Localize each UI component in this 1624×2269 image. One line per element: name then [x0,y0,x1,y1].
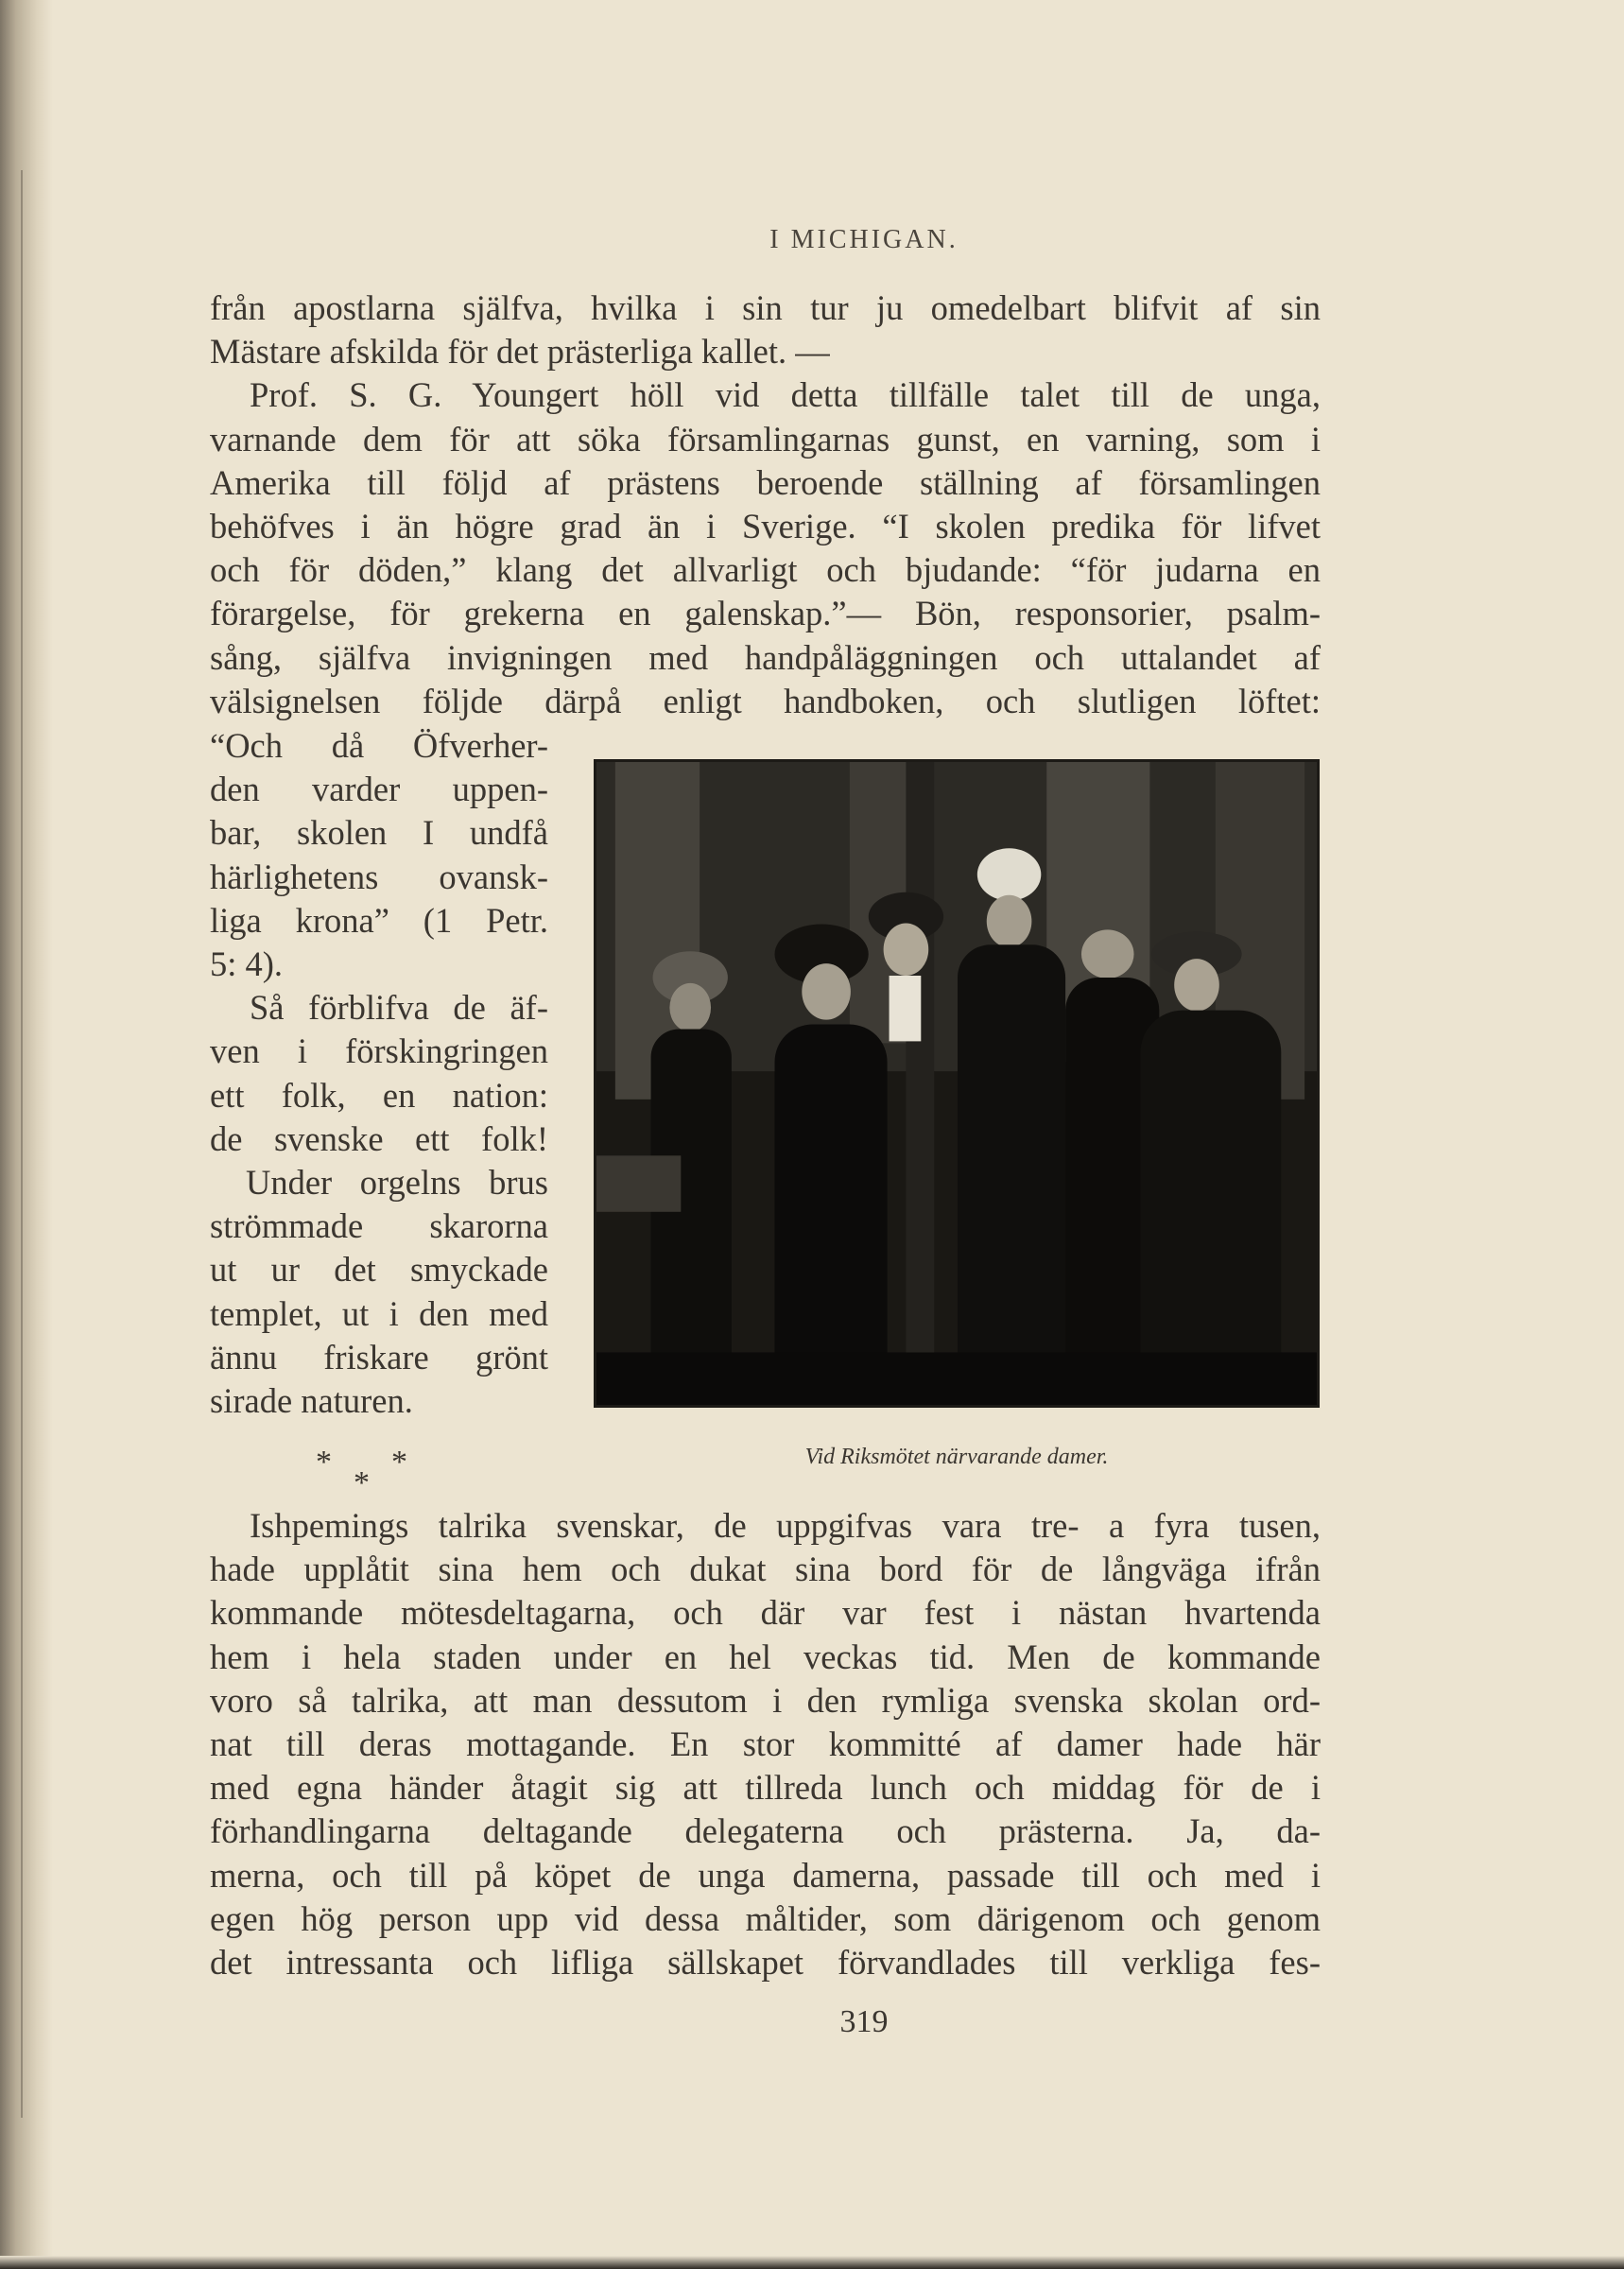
text-line: ännu friskare grönt [210,1337,548,1377]
text-line: ett folk, en nation: [210,1075,548,1115]
text-line: merna, och till på köpet de unga damerna, passade till och med i [210,1855,1321,1895]
text-line: bar, skolen I undfå [210,813,548,853]
page-bottom-edge [0,2256,1624,2269]
text-line: egen hög person upp vid dessa måltider, som därigenom och genom [210,1898,1321,1938]
text-line: det intressanta och lifliga sällskapet förvandlades till verkliga fes- [210,1943,1321,1983]
section-asterism [312,1445,454,1501]
text-line: liga krona” (1 Petr. [210,900,548,940]
text-line: nat till deras mottagande. En stor kommitté af damer hade här [210,1724,1321,1764]
text-line: hem i hela staden under en hel veckas tid. Men de kommande [210,1637,1321,1676]
text-line: strömmade skarorna [210,1206,548,1246]
paragraph-block-bottom [210,1504,1321,1984]
text-line: den varder uppen- [210,770,548,809]
text-line: “Och då Öfverher- [210,726,548,765]
group-photograph [594,759,1320,1408]
text-line: med egna händer åtagit sig att tillreda lunch och middag för de i [210,1768,1321,1808]
text-line: välsignelsen följde därpå enligt handboken, och slutligen löftet: [210,681,1321,720]
asterisk: * [391,1445,407,1480]
text-line: ut ur det smyckade [210,1250,548,1290]
text-line: kommande mötesdeltagarna, och där var fest i nästan hvartenda [210,1593,1321,1633]
text-line: Mästare afskilda för det prästerliga kallet. — [210,332,830,372]
text-line: voro så talrika, att man dessutom i den rymliga svenska skolan ord- [210,1680,1321,1720]
text-line: och för döden,” klang det allvarligt och bjudande: “för judarna en [210,550,1321,590]
text-line: förhandlingarna deltagande delegaterna och prästerna. Ja, da- [210,1811,1321,1851]
text-line: förargelse, för grekerna en galenskap.”— Bön, responsorier, psalm- [210,594,1321,633]
text-line: behöfves i än högre grad än i Sverige. “I skolen predika för lifvet [210,507,1321,546]
text-line: templet, ut i den med [210,1293,548,1333]
text-line: Så förblifva de äf- [250,988,548,1028]
text-line: Prof. S. G. Youngert höll vid detta tillfälle talet till de unga, [250,375,1321,415]
text-line: härlighetens ovansk- [210,857,548,896]
text-line: från apostlarna själfva, hvilka i sin tur ju omedelbart blifvit af sin [210,288,1321,327]
text-line: Ishpemings talrika svenskar, de uppgifvas vara tre- a fyra tusen, [250,1506,1321,1545]
text-line: sirade naturen. [210,1381,413,1421]
text-line: Under orgelns brus [246,1163,548,1203]
photo-caption: Vid Riksmötet närvarande damer. [804,1445,1109,1469]
book-binding-shadow [0,0,53,2269]
paragraph-block-top [210,286,1321,723]
narrow-column-text [210,724,548,1423]
text-line: de svenske ett folk! [210,1118,548,1158]
page-number: 319 [839,2004,889,2039]
asterisk: * [316,1445,332,1480]
running-head: I MICHIGAN. [769,225,959,254]
text-line: Amerika till följd af prästens beroende ställning af församlingen [210,462,1321,502]
text-line: hade upplåtit sina hem och dukat sina bord för de långväga ifrån [210,1550,1321,1589]
text-line: ven i förskingringen [210,1031,548,1071]
text-line: sång, själfva invigningen med handpåläggningen och uttalandet af [210,637,1321,677]
binding-edge [21,170,23,2118]
asterisk: * [354,1465,370,1500]
text-line: varnande dem för att söka församlingarnas gunst, en varning, som i [210,419,1321,459]
text-line: 5: 4). [210,944,284,984]
